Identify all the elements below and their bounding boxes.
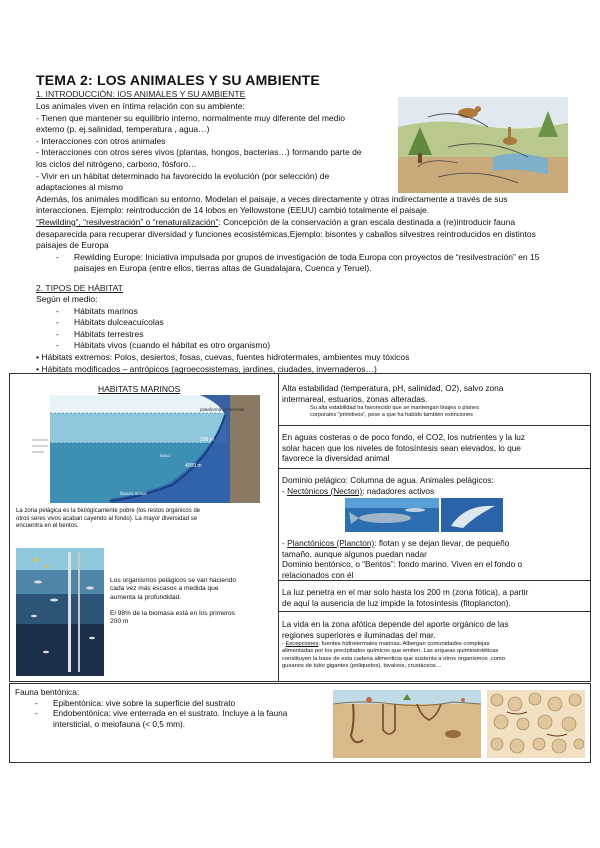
- text-line: paisajes en Europa (entre ellos, tierras altas de Guadalajara, Cuenca y Teruel).: [74, 263, 372, 274]
- rewilding-term: “Rewilding”, “resilvestración” o “renaturalización”: [36, 216, 219, 227]
- nekton-photos: [345, 498, 503, 532]
- text-line: paisajes de Europa: [36, 240, 109, 251]
- text-line: - Tienen que mantener su equilibrio interno, normalmente muy diferente del medio: [36, 112, 346, 123]
- exceptions-note: - Excepciones: fuentes hidrotermales marinas. Albergan comunidades complejas alimentadas por los precipitados químicos que emiten. Las arqueas quimiosintéticas constituyen la base de esta cadena alimenticia que sustenta a otros organismos ,como gusanos de tubo gigantes (poliquetos), bivalvos, crustáceos…: [282, 641, 505, 670]
- zone-side-labels: [30, 434, 50, 464]
- rewilding-definition: “Rewilding”, “resilvestración” o “renaturalización”: Concepción de la conservación a gran escala destinada a (re)introducir fauna: [36, 216, 516, 227]
- section-2-text: [36, 294, 409, 375]
- habitat-type-item: - Hábitats terrestres: [56, 328, 144, 339]
- text-line: Los animales viven en íntima relación con su ambiente:: [36, 101, 245, 111]
- ecosystem-illustration: [398, 97, 568, 193]
- text-line: • Hábitats modificados – antrópicos (agroecosistemas, jardines, ciudades, invernaderos…): [36, 363, 377, 374]
- text-line: Además, los animales modifican su entorno. Modelan el paisaje, a veces directamente y otras indirectamente a través de sus: [36, 193, 508, 204]
- benthic-fauna-illustration: [333, 690, 481, 758]
- table-divider: [278, 468, 591, 469]
- benthic-fauna-box: [9, 683, 591, 763]
- light-penetration-cell: La luz penetra en el mar solo hasta los 200 m (zona fótica), a partir de aquí la ausencia de luz impide la fotosíntesis (fitoplancton).: [282, 587, 529, 608]
- nekton-line: - Nectónicos (Necton): nadadores activos: [282, 485, 435, 496]
- text-line: externo (p. ej.salinidad, temperatura , agua…): [36, 124, 210, 135]
- stability-note: Su alta estabilidad ha favorecido que se mantengan linajes o planes corporales “primitivos”, pese a que ha habido también extinciones: [310, 405, 479, 418]
- habitat-type-item: - Hábitats dulceacuícolas: [56, 317, 164, 328]
- pelagic-domain-cell: Dominio pelágico: Columna de agua. Animales pelágicos: - Nectónicos (Necton): nadadores activos: [282, 475, 494, 496]
- depth-label-4000: 4000 m: [185, 463, 202, 469]
- aphotic-zone-cell: La vida en la zona afótica depende del aporte orgánico de las regiones superiores e iluminadas del mar.: [282, 619, 509, 640]
- habitat-type-item: - Hábitats marinos: [56, 305, 138, 316]
- text-line: • Hábitats extremos: Polos, desiertos, fosas, cuevas, fuentes hidrotermales, ambientes muy tóxicos: [36, 351, 410, 362]
- text-line: adaptaciones al mismo: [36, 182, 123, 193]
- pelagic-depth-illustration: [16, 548, 104, 676]
- benthic-text: Fauna bentónica: - Epibentónica: vive sobre la superficie del sustrato - Endobentónica: vive enterrada en el sustrato. Incluye a la fauna intersticial, o meiofauna (< 0,5 mm).: [15, 687, 288, 729]
- pelagic-caption: Los organismos pelágicos se van haciendo cada vez más escasos a medida que aumenta la profundidad.: [110, 577, 237, 601]
- text-line: - Vivir en un hábitat determinado ha favorecido la evolución (por selección) de: [36, 170, 330, 181]
- section-1-heading: 1. INTRODUCCIÓN: IOS ANIMALES Y SU AMBIENTE: [36, 89, 246, 99]
- text-line: Según el medio:: [36, 294, 98, 304]
- slope-label: talud: [160, 453, 170, 458]
- benthic-item: - Epibentónica: vive sobre la superficie del sustrato: [35, 697, 236, 708]
- benthic-title: Fauna bentónica:: [15, 687, 80, 697]
- shelf-label: plataforma continental: [200, 407, 245, 412]
- text-line: - Interacciones con otros animales: [36, 135, 166, 146]
- plankton-line: - Planctónicos (Plancton): flotan y se dejan llevar, de pequeño: [282, 538, 510, 548]
- abyss-label: llanura abisal: [120, 491, 147, 496]
- marine-habitats-table: [9, 373, 591, 682]
- rewilding-europe: - Rewilding Europe: Iniciativa impulsada por grupos de investigación de toda Europa con proyectos de “resilvestración” en 15: [56, 251, 540, 262]
- page-title: TEMA 2: LOS ANIMALES Y SU AMBIENTE: [36, 72, 320, 88]
- text-line: - Interacciones con otros seres vivos (plantas, hongos, bacterias…) formando parte de: [36, 147, 362, 158]
- depth-label-200: 200 m: [200, 437, 214, 443]
- meiofauna-illustration: [487, 690, 585, 758]
- marine-figure-title: HABITATS MARINOS: [98, 384, 181, 394]
- plankton-benthos-cell: - Planctónicos (Plancton): flotan y se dejan llevar, de pequeño tamaño, aunque algunos puedan nadar Dominio bentónico, o “Bentos”: fondo marino. Viven en el fondo o relacionados con él: [282, 538, 523, 580]
- text-line: desaparecida para recuperar diversidad y funciones ecosistémicas.Ejemplo: bisontes y caballos silvestres reintroducidos en distintos: [36, 228, 536, 239]
- section-2-heading: 2. TIPOS DE HÁBITAT: [36, 283, 123, 293]
- benthic-item: - Endobentónica: vive enterrada en el sustrato. Incluye a la fauna: [35, 708, 288, 719]
- table-divider: [278, 611, 591, 612]
- biomass-caption: El 98% de la biomasa está en los primeros 200 m: [110, 610, 235, 626]
- habitat-type-item: - Hábitats vivos (cuando el hábitat es otro organismo): [56, 340, 271, 351]
- stability-cell: Alta estabilidad (temperatura, pH, salinidad, O2), salvo zona intermareal, estuarios, zonas alteradas.: [282, 383, 504, 404]
- marine-caption: La zona pelágica es la biológicamente pobre (los restos orgánicos de otros seres vivos acaban cayendo al fondo). La mayor diversidad se encuentra en el bentos.: [16, 508, 201, 530]
- text-line: los ciclos del nitrógeno, carbono, fósforo…: [36, 158, 197, 169]
- coastal-waters-cell: En aguas costeras o de poco fondo, el CO2, los nutrientes y la luz solar hacen que los niveles de fotosíntesis sean elevados, lo que favorece la diversidad animal: [282, 432, 526, 464]
- text-line: interacciones. Ejemplo: reintroducción de 14 lobos en Yellowstone (EEUU) cambió totalmente el paisaje.: [36, 205, 430, 216]
- table-divider: [278, 425, 591, 426]
- table-divider: [278, 374, 279, 681]
- marine-zones-diagram: [50, 395, 260, 503]
